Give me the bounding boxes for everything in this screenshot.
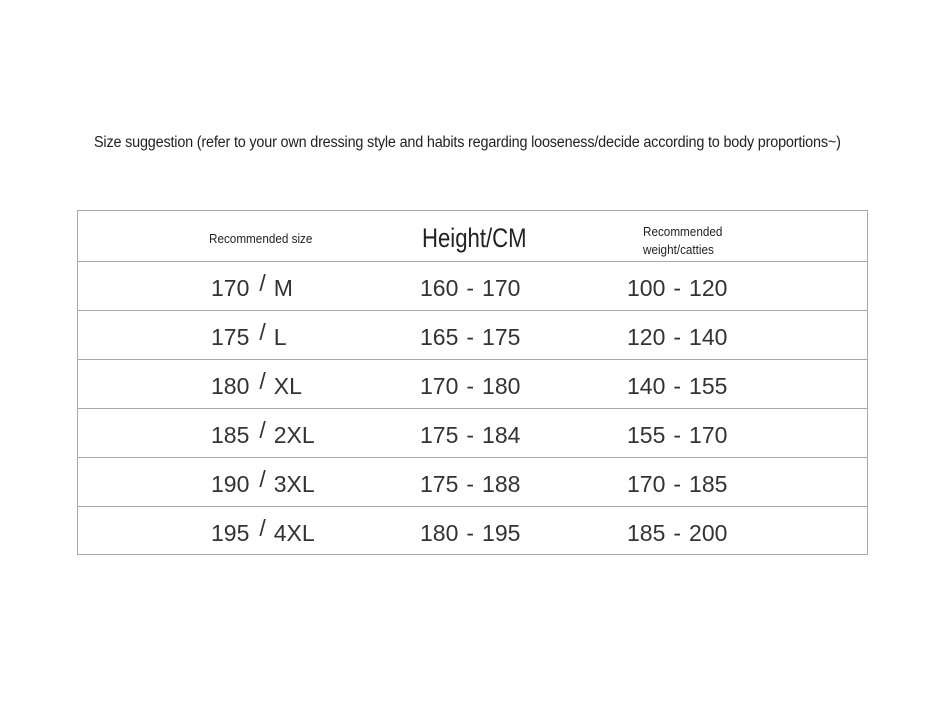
header-weight-line2: weight/catties [643, 242, 714, 257]
size-label: 3XL [273, 471, 315, 497]
weight-from: 140 [627, 373, 666, 399]
range-dash: - [466, 373, 475, 399]
range-dash: - [673, 324, 682, 350]
range-dash: - [673, 520, 682, 546]
height-from: 175 [420, 471, 459, 497]
size-slash: / [259, 270, 266, 296]
height-cell [420, 324, 520, 351]
range-dash: - [673, 471, 682, 497]
weight-from: 100 [627, 275, 666, 301]
size-number: 170 [211, 275, 250, 301]
height-to: 188 [482, 471, 521, 497]
weight-to: 185 [689, 471, 728, 497]
page-title: Size suggestion (refer to your own dressing style and habits regarding looseness/decide according to body proportions~) [94, 134, 841, 151]
height-from: 165 [420, 324, 459, 350]
header-recommended-weight [643, 223, 722, 259]
weight-from: 120 [627, 324, 666, 350]
size-slash: / [259, 368, 266, 394]
header-recommended-size: Recommended size [209, 231, 313, 246]
size-cell [211, 515, 315, 547]
weight-from: 185 [627, 520, 666, 546]
size-label: XL [273, 373, 302, 399]
weight-cell [627, 373, 727, 400]
size-number: 195 [211, 520, 250, 546]
table-row [78, 506, 867, 554]
height-to: 195 [482, 520, 521, 546]
size-slash: / [259, 417, 266, 443]
height-to: 180 [482, 373, 521, 399]
size-slash: / [259, 466, 266, 492]
table-row [78, 359, 867, 408]
range-dash: - [466, 520, 475, 546]
range-dash: - [466, 471, 475, 497]
weight-to: 170 [689, 422, 728, 448]
height-from: 180 [420, 520, 459, 546]
weight-to: 200 [689, 520, 728, 546]
size-cell [211, 466, 315, 498]
size-number: 180 [211, 373, 250, 399]
size-cell [211, 270, 293, 302]
height-cell [420, 471, 520, 498]
size-label: M [273, 275, 293, 301]
weight-from: 170 [627, 471, 666, 497]
height-cell [420, 275, 520, 302]
table-header-row [78, 211, 867, 261]
weight-from: 155 [627, 422, 666, 448]
height-from: 160 [420, 275, 459, 301]
range-dash: - [673, 422, 682, 448]
size-cell [211, 417, 315, 449]
weight-cell [627, 324, 727, 351]
size-cell [211, 319, 287, 351]
table-row [78, 310, 867, 359]
height-cell [420, 373, 520, 400]
weight-cell [627, 520, 727, 547]
weight-cell [627, 422, 727, 449]
weight-to: 140 [689, 324, 728, 350]
size-table [77, 210, 868, 555]
range-dash: - [466, 324, 475, 350]
table-row [78, 457, 867, 506]
height-from: 170 [420, 373, 459, 399]
size-number: 185 [211, 422, 250, 448]
height-to: 170 [482, 275, 521, 301]
range-dash: - [673, 275, 682, 301]
range-dash: - [673, 373, 682, 399]
range-dash: - [466, 275, 475, 301]
weight-to: 120 [689, 275, 728, 301]
weight-cell [627, 275, 727, 302]
height-cell [420, 520, 520, 547]
size-slash: / [259, 515, 266, 541]
height-to: 175 [482, 324, 521, 350]
height-cell [420, 422, 520, 449]
table-row [78, 408, 867, 457]
size-slash: / [259, 319, 266, 345]
header-weight-line1: Recommended [643, 224, 723, 239]
size-cell [211, 368, 302, 400]
size-number: 190 [211, 471, 250, 497]
header-height: Height/CM [422, 223, 527, 253]
size-label: L [273, 324, 287, 350]
height-from: 175 [420, 422, 459, 448]
range-dash: - [466, 422, 475, 448]
size-number: 175 [211, 324, 250, 350]
weight-cell [627, 471, 727, 498]
weight-to: 155 [689, 373, 728, 399]
table-row [78, 261, 867, 310]
size-label: 4XL [273, 520, 315, 546]
size-label: 2XL [273, 422, 315, 448]
height-to: 184 [482, 422, 521, 448]
